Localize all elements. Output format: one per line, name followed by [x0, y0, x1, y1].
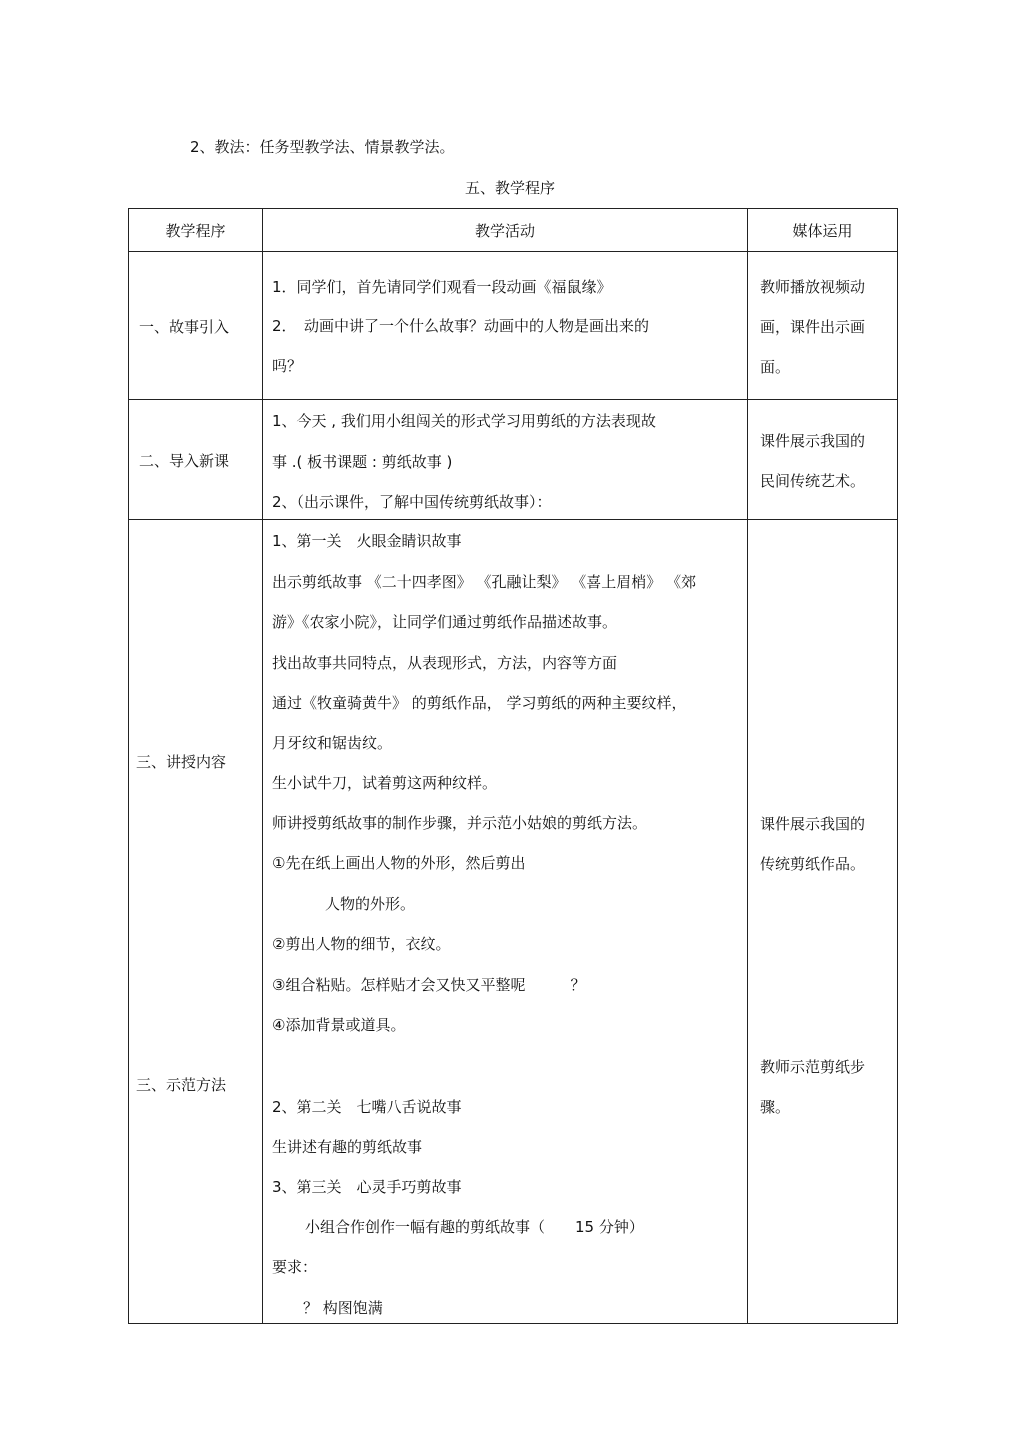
media-cell [748, 400, 898, 520]
media-line: 课件展示我国的 [760, 815, 866, 833]
stage-label: 三、示范方法 [136, 1076, 227, 1094]
media-line: 教师示范剪纸步 [760, 1058, 866, 1076]
activity-line: 2、（出示课件，了解中国传统剪纸故事）： [272, 493, 552, 511]
activity-line: 人物的外形。 [325, 895, 416, 913]
activity-line: 事 .( 板书课题 : 剪纸故事 ) [272, 453, 453, 471]
stage-cell [129, 400, 263, 520]
header-procedure: 教学程序 [129, 209, 263, 252]
activity-line: ？ 构图饱满 [303, 1299, 383, 1317]
header-media: 媒体运用 [748, 209, 898, 252]
method-line: 2、教法：任务型教学法、情景教学法。 [190, 138, 455, 156]
activity-line: ④添加背景或道具。 [272, 1016, 406, 1034]
activity-line: 2、第二关 七嘴八舌说故事 [272, 1098, 462, 1116]
activity-line: 找出故事共同特点，从表现形式，方法，内容等方面 [272, 654, 618, 672]
activity-line: 小组合作创作一幅有趣的剪纸故事（ 15 分钟） [305, 1218, 644, 1236]
media-line: 课件展示我国的 [760, 432, 866, 450]
stage-label: 一、故事引入 [139, 318, 230, 336]
activity-cell [263, 252, 748, 400]
stage-label: 二、导入新课 [139, 452, 230, 470]
activity-line: 2． 动画中讲了一个什么故事？动画中的人物是画出来的 [272, 317, 650, 335]
activity-cell [263, 400, 748, 520]
media-line: 面。 [760, 358, 791, 376]
activity-line: 3、第三关 心灵手巧剪故事 [272, 1178, 462, 1196]
stage-cell [129, 520, 263, 1324]
stage-cell [129, 252, 263, 400]
activity-line: 生讲述有趣的剪纸故事 [272, 1138, 423, 1156]
activity-line: ②剪出人物的细节，衣纹。 [272, 935, 451, 953]
activity-line: 1、今天 , 我们用小组闯关的形式学习用剪纸的方法表现故 [272, 412, 656, 430]
media-line: 画，课件出示画 [760, 318, 866, 336]
media-line: 民间传统艺术。 [760, 472, 866, 490]
activity-line: ①先在纸上画出人物的外形，然后剪出 [272, 854, 526, 872]
activity-line: 生小试牛刀，试着剪这两种纹样。 [272, 774, 498, 792]
media-line: 传统剪纸作品。 [760, 855, 866, 873]
activity-line: 游》《农家小院》，让同学们通过剪纸作品描述故事。 [272, 613, 618, 631]
activity-cell [263, 520, 748, 1324]
activity-line: 月牙纹和锯齿纹。 [272, 734, 393, 752]
activity-line: 出示剪纸故事 《二十四孝图》 《孔融让梨》 《喜上眉梢》 《郊 [272, 573, 697, 591]
stage-label: 三、讲授内容 [136, 753, 227, 771]
activity-line: ③组合粘贴。怎样贴才会又快又平整呢 ？ [272, 976, 586, 994]
table-row [129, 520, 898, 1324]
activity-line: 师讲授剪纸故事的制作步骤，并示范小姑娘的剪纸方法。 [272, 814, 648, 832]
activity-line: 吗？ [272, 357, 303, 375]
activity-line: 1、第一关 火眼金睛识故事 [272, 532, 462, 550]
activity-line: 要求： [272, 1258, 318, 1276]
activity-line: 通过《牧童骑黄牛》 的剪纸作品， 学习剪纸的两种主要纹样， [272, 694, 687, 712]
media-cell [748, 252, 898, 400]
media-line: 骤。 [760, 1098, 791, 1116]
activity-line: 1．同学们，首先请同学们观看一段动画《福鼠缘》 [272, 278, 612, 296]
header-activity: 教学活动 [263, 209, 748, 252]
media-cell [748, 520, 898, 1324]
section-title: 五、教学程序 [465, 179, 556, 197]
table-row [129, 400, 898, 520]
media-line: 教师播放视频动 [760, 278, 866, 296]
table-row [129, 252, 898, 400]
teaching-procedure-table [128, 208, 898, 1324]
